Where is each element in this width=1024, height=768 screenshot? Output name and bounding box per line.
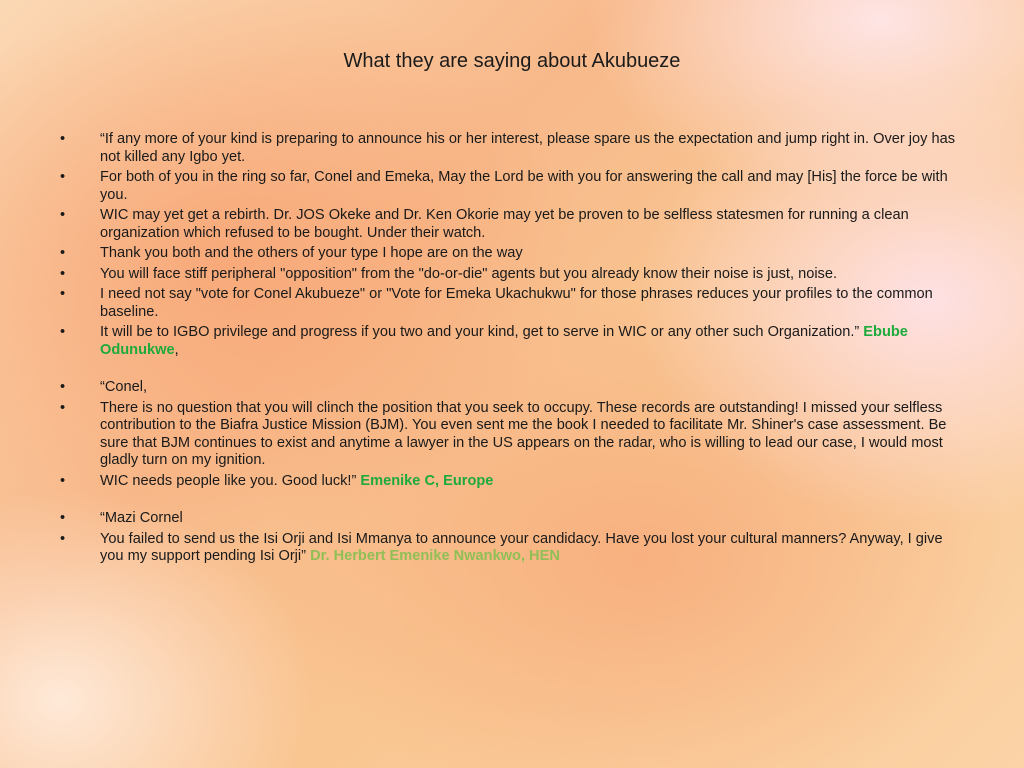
- bullet-icon: •: [60, 169, 66, 185]
- list-item: [60, 245, 970, 263]
- list-item: [60, 286, 970, 321]
- list-item: [60, 169, 970, 204]
- list-item-text: “Conel,: [100, 379, 148, 395]
- bullet-icon: •: [60, 324, 66, 340]
- bullet-icon: •: [60, 510, 66, 526]
- bullet-icon: •: [60, 286, 66, 302]
- attribution-name: Emenike C, Europe: [360, 472, 494, 489]
- list-item-text: Thank you both and the others of your type I hope are on the way: [100, 245, 523, 261]
- list-item-text: WIC may yet get a rebirth. Dr. JOS Okeke and Dr. Ken Okorie may yet be proven to be selfless statesmen for running a clean organization which refused to be bought. Under their watch.: [100, 207, 909, 241]
- list-item-text: “Mazi Cornel: [100, 510, 183, 526]
- list-item: [60, 379, 970, 397]
- list-item: [60, 131, 970, 166]
- bullet-icon: •: [60, 131, 66, 147]
- list-item: [60, 207, 970, 242]
- list-item: [60, 400, 970, 470]
- list-item-text: You will face stiff peripheral "opposition" from the "do-or-die" agents but you already know their noise is just, noise.: [100, 265, 838, 282]
- list-item: [60, 324, 970, 359]
- bullet-icon: •: [60, 245, 66, 261]
- bullet-icon: •: [60, 207, 66, 223]
- list-item-text: I need not say "vote for Conel Akubueze" or "Vote for Emeka Ukachukwu" for those phrases reduces your profiles to the common baseline.: [100, 286, 933, 320]
- list-item: [60, 510, 970, 528]
- list-item-text: For both of you in the ring so far, Conel and Emeka, May the Lord be with you for answering the call and may [His] the force be with you.: [100, 169, 948, 203]
- list-item-text: You failed to send us the Isi Orji and Isi Mmanya to announce your candidacy. Have you lost your cultural manners? Anyway, I give you my support pending Isi Orji”: [100, 530, 943, 564]
- list-item: [60, 473, 970, 491]
- bullet-icon: •: [60, 472, 66, 489]
- list-item-text: It will be to IGBO privilege and progress if you two and your kind, get to serve in WIC or any other such Organization.”: [100, 324, 864, 340]
- bullet-icon: •: [60, 399, 66, 416]
- list-item-text: WIC needs people like you. Good luck!”: [100, 472, 361, 489]
- slide-title: What they are saying about Akubueze: [343, 50, 681, 72]
- list-item: [60, 266, 970, 284]
- bullet-icon: •: [60, 379, 66, 395]
- bullet-icon: •: [60, 530, 66, 547]
- attribution-suffix: ,: [174, 341, 179, 358]
- testimonial-list: [60, 131, 970, 569]
- bullet-icon: •: [60, 265, 66, 282]
- list-item-text: “If any more of your kind is preparing to announce his or her interest, please spare us the expectation and jump right in. Over joy has not killed any Igbo yet.: [100, 131, 956, 165]
- attribution-name: Dr. Herbert Emenike Nwankwo, HEN: [310, 548, 560, 564]
- list-item-text: There is no question that you will clinch the position that you seek to occupy. These records are outstanding! I missed your selfless contribution to the Biafra Justice Mission (BJM). You even sent me the book I needed to facilitate Mr. Shiner's case assessment. Be sure that BJM continues to exist and anytime a lawyer in the US appears on the radar, who is willing to lead our case, I would most gladly turn on my ignition.: [100, 399, 947, 468]
- list-item: [60, 531, 970, 566]
- attribution-name: Ebube Odunukwe: [100, 324, 908, 358]
